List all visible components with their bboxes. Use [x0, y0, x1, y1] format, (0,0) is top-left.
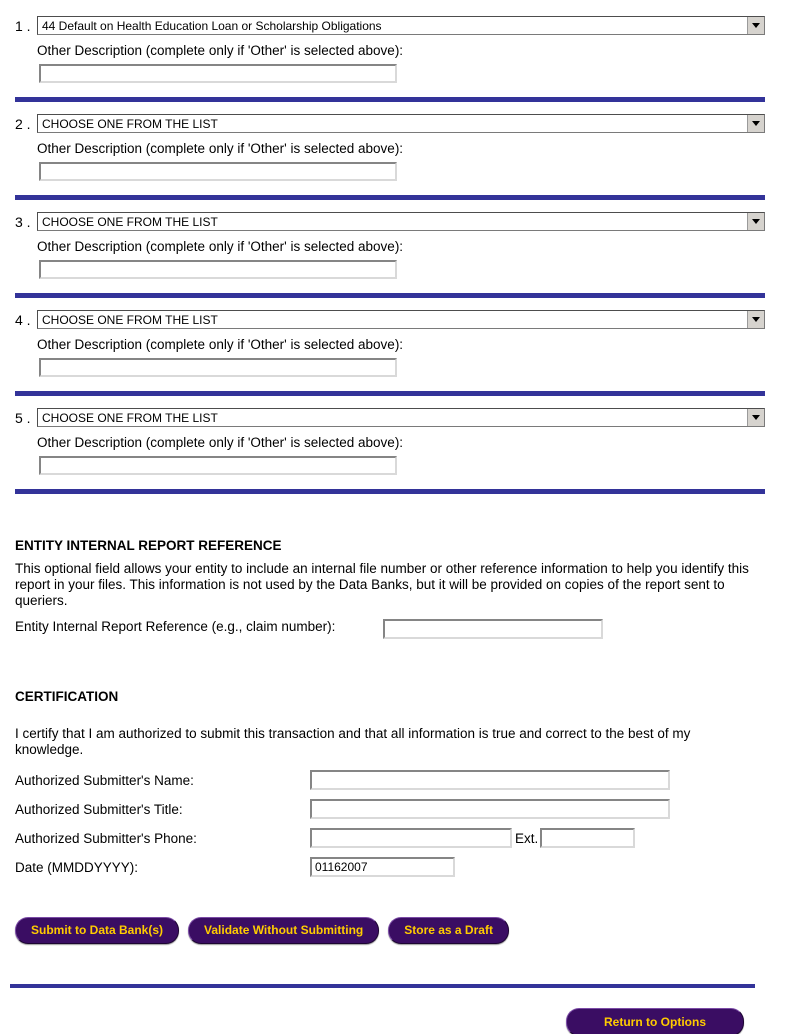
selected-option: 44 Default on Health Education Loan or Scholarship Obligations: [42, 18, 382, 33]
item-number: 1 .: [15, 17, 31, 34]
certification-heading: CERTIFICATION: [15, 689, 119, 704]
basis-select-3[interactable]: [37, 212, 765, 231]
section-separator: [15, 97, 765, 102]
selected-option: CHOOSE ONE FROM THE LIST: [42, 312, 218, 327]
date-label: Date (MMDDYYYY):: [15, 859, 139, 875]
item-number: 5 .: [15, 409, 31, 426]
dropdown-arrow-icon[interactable]: [747, 115, 764, 132]
basis-select-5[interactable]: [37, 408, 765, 427]
dropdown-arrow-icon[interactable]: [747, 409, 764, 426]
submitter-phone-input[interactable]: [310, 828, 512, 848]
section-separator: [15, 293, 765, 298]
submitter-name-input[interactable]: [310, 770, 670, 790]
report-item-1: [15, 16, 765, 102]
dropdown-arrow-icon[interactable]: [747, 213, 764, 230]
submitter-phone-row: [15, 828, 765, 848]
selected-option: CHOOSE ONE FROM THE LIST: [42, 410, 218, 425]
other-description-input-2[interactable]: [39, 162, 397, 181]
selected-option: CHOOSE ONE FROM THE LIST: [42, 116, 218, 131]
other-description-label: Other Description (complete only if 'Other' is selected above):: [37, 337, 404, 352]
entity-reference-description: This optional field allows your entity to include an internal file number or other reference information to help you identify this report in your files. This information is not used by the Data Banks, but it will be provided on copies of the report sent to queriers.: [15, 561, 749, 608]
submit-to-data-banks-button[interactable]: Submit to Data Bank(s): [15, 917, 179, 944]
section-separator: [15, 195, 765, 200]
submitter-name-row: [15, 770, 765, 790]
certification-statement: I certify that I am authorized to submit this transaction and that all information is true and correct to the best of my knowledge.: [15, 726, 691, 757]
date-row: [15, 857, 765, 877]
submitter-title-label: Authorized Submitter's Title:: [15, 801, 183, 817]
submitter-title-input[interactable]: [310, 799, 670, 819]
store-as-draft-button[interactable]: Store as a Draft: [388, 917, 509, 944]
report-item-2: [15, 114, 765, 200]
return-to-options-button[interactable]: Return to Options: [566, 1008, 744, 1034]
dropdown-arrow-icon[interactable]: [747, 311, 764, 328]
basis-select-4[interactable]: [37, 310, 765, 329]
report-item-5: [15, 408, 765, 494]
selected-option: CHOOSE ONE FROM THE LIST: [42, 214, 218, 229]
basis-select-1[interactable]: [37, 16, 765, 35]
other-description-input-3[interactable]: [39, 260, 397, 279]
report-item-3: [15, 212, 765, 298]
certification-fields: [15, 770, 765, 877]
entity-reference-field-row: [15, 619, 765, 639]
item-number: 3 .: [15, 213, 31, 230]
entity-reference-label: Entity Internal Report Reference (e.g., claim number):: [15, 619, 336, 634]
other-description-input-1[interactable]: [39, 64, 397, 83]
action-button-row: [15, 917, 765, 944]
basis-select-2[interactable]: [37, 114, 765, 133]
submitter-title-row: [15, 799, 765, 819]
other-description-input-4[interactable]: [39, 358, 397, 377]
validate-without-submitting-button[interactable]: Validate Without Submitting: [188, 917, 379, 944]
phone-ext-input[interactable]: [540, 828, 635, 848]
other-description-label: Other Description (complete only if 'Other' is selected above):: [37, 239, 404, 254]
bottom-divider: [10, 984, 755, 988]
phone-ext-label: Ext.: [515, 830, 539, 846]
date-input[interactable]: [310, 857, 455, 877]
entity-reference-heading: ENTITY INTERNAL REPORT REFERENCE: [15, 538, 282, 553]
item-number: 2 .: [15, 115, 31, 132]
report-item-4: [15, 310, 765, 396]
other-description-label: Other Description (complete only if 'Other' is selected above):: [37, 141, 404, 156]
submitter-name-label: Authorized Submitter's Name:: [15, 772, 194, 788]
section-separator: [15, 391, 765, 396]
item-number: 4 .: [15, 311, 31, 328]
dropdown-arrow-icon[interactable]: [747, 17, 764, 34]
other-description-input-5[interactable]: [39, 456, 397, 475]
section-separator: [15, 489, 765, 494]
submitter-phone-label: Authorized Submitter's Phone:: [15, 830, 197, 846]
entity-reference-input[interactable]: [383, 619, 603, 639]
other-description-label: Other Description (complete only if 'Other' is selected above):: [37, 435, 404, 450]
other-description-label: Other Description (complete only if 'Other' is selected above):: [37, 43, 404, 58]
